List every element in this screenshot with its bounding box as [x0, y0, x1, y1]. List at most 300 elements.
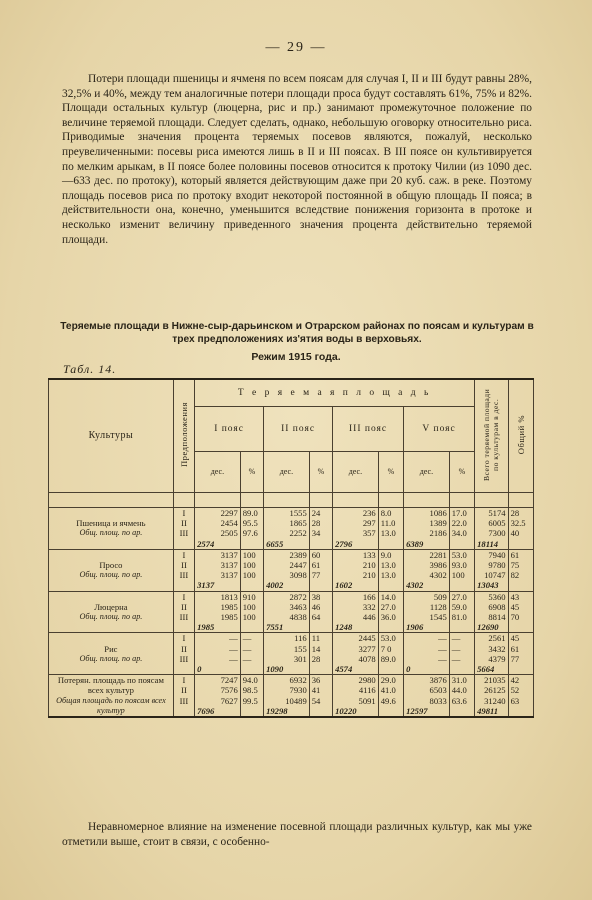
total-value: 12597: [406, 705, 428, 716]
value: 7247: [220, 675, 238, 686]
value: 94.0: [242, 675, 258, 686]
value: 6503: [429, 685, 447, 696]
value-cell: [449, 633, 474, 675]
value: 4078: [358, 653, 376, 664]
header-total: [475, 379, 508, 493]
total-value: 13043: [477, 580, 499, 591]
value: 36: [311, 675, 321, 686]
total-value: 3137: [197, 580, 215, 591]
value-cell: [404, 549, 450, 591]
value: 100: [451, 570, 465, 581]
value: 29.0: [380, 675, 396, 686]
assumption-value: II: [181, 560, 187, 571]
value-cell: [449, 675, 474, 717]
value: 28: [311, 518, 321, 529]
header-lost-area: Т е р я е м а я п л о щ а д ь: [195, 379, 475, 407]
assumption-cell: [173, 591, 194, 633]
value-cell: [378, 633, 403, 675]
crop-cell: [49, 549, 174, 591]
total-value: 5664: [477, 664, 495, 675]
assumption-cell: [173, 675, 194, 717]
header-pct: %: [378, 452, 403, 493]
value: 61: [510, 549, 520, 560]
total-blank: [381, 664, 401, 674]
value-cell: [264, 508, 310, 550]
value: 63: [510, 695, 520, 706]
value: 155: [293, 643, 307, 654]
assumption-value: II: [181, 685, 187, 696]
value: 210: [362, 560, 376, 571]
total-value: 4574: [335, 664, 353, 675]
assumption-value: II: [181, 601, 187, 612]
value: 4379: [488, 653, 506, 664]
value: 5360: [488, 591, 506, 602]
regime-caption: Режим 1915 года.: [251, 351, 341, 363]
assumption-cell: [173, 508, 194, 550]
value: 1545: [429, 612, 447, 623]
value-cell: [378, 549, 403, 591]
value: 52: [510, 685, 520, 696]
total-value: 1906: [406, 622, 424, 633]
value-cell: [475, 675, 508, 717]
assumption-cell: [173, 549, 194, 591]
value: 166: [362, 591, 376, 602]
value-cell: [378, 508, 403, 550]
total-value: 7551: [266, 622, 284, 633]
table-body: [49, 493, 534, 718]
header-total-text: Всего теряемой площади по культурам в дес.: [482, 388, 501, 482]
paragraph-uneven: Неравномерное влияние на изменение посевной площади различных культур, как мы уже отметили выше, стоит в связи, с особенно-: [62, 821, 532, 848]
value-cell: [264, 633, 310, 675]
value: 7930: [289, 685, 307, 696]
assumption-value: II: [181, 518, 187, 529]
value: 100: [242, 560, 256, 571]
value: 24: [311, 508, 321, 518]
value: 1813: [220, 591, 238, 602]
header-belt-2: II пояс: [264, 407, 333, 452]
total-blank: [511, 706, 531, 716]
crop-name: Люцерна: [94, 601, 128, 612]
table-row: [49, 591, 534, 633]
value: 1985: [220, 612, 238, 623]
value: 1086: [429, 508, 447, 518]
value: 1985: [220, 601, 238, 612]
value-cell: [195, 675, 241, 717]
total-value: 1602: [335, 580, 353, 591]
total-blank: [312, 539, 330, 549]
value: —: [229, 653, 238, 664]
total-value: 1090: [266, 664, 284, 675]
header-assumption-text: Предположения: [178, 402, 189, 468]
value: —: [438, 643, 447, 654]
value: 446: [362, 612, 376, 623]
value: 14.0: [380, 591, 396, 602]
value-cell: [475, 591, 508, 633]
value: —: [451, 633, 461, 644]
value: 38: [311, 591, 321, 602]
value: 13.0: [380, 528, 396, 539]
table-row: [49, 675, 534, 717]
assumption-value: I: [182, 591, 186, 602]
crop-subtotal-label: Общ. площ. по ар.: [79, 612, 143, 622]
value: 2872: [289, 591, 307, 602]
value: 3137: [220, 560, 238, 571]
header-belt-5: V пояс: [404, 407, 475, 452]
value: 10747: [484, 570, 506, 581]
header-belt-1: I пояс: [195, 407, 264, 452]
value: 100: [242, 612, 256, 623]
value: 41.0: [380, 685, 396, 696]
value: 297: [362, 518, 376, 529]
assumption-value: I: [182, 549, 186, 560]
value-cell: [333, 549, 379, 591]
value: 116: [294, 633, 307, 644]
value: 28: [311, 653, 321, 664]
value: 133: [362, 549, 376, 560]
assumption-value: I: [182, 633, 186, 644]
value: —: [242, 643, 252, 654]
value: 6005: [488, 518, 506, 529]
crop-name: Рис: [104, 643, 118, 654]
value-cell: [309, 591, 332, 633]
total-blank: [452, 664, 472, 674]
value: 3876: [429, 675, 447, 686]
value: 13.0: [380, 570, 396, 581]
value: 7940: [488, 549, 506, 560]
table-row: [49, 508, 534, 550]
value: 6932: [289, 675, 307, 686]
value-cell: [333, 591, 379, 633]
value-cell: [264, 549, 310, 591]
value: 43: [510, 591, 520, 602]
value-cell: [264, 675, 310, 717]
value-cell: [240, 549, 263, 591]
value: 36.0: [380, 612, 396, 623]
value: 49.6: [380, 695, 396, 706]
value: 4838: [289, 612, 307, 623]
value: 4302: [429, 570, 447, 581]
header-common-pct: [508, 379, 533, 493]
value: 332: [362, 601, 376, 612]
crop-subtotal-label: Общ. площ. по ар.: [79, 528, 143, 538]
total-value: 12690: [477, 622, 499, 633]
assumption-value: III: [179, 653, 189, 664]
value: 77: [510, 653, 520, 664]
total-blank: [381, 539, 401, 549]
assumption-blank: [176, 622, 192, 632]
value: 95.5: [242, 518, 258, 529]
header-pct: %: [449, 452, 474, 493]
value: —: [438, 633, 447, 644]
total-blank: [511, 664, 531, 674]
assumption-value: III: [179, 612, 189, 623]
total-value: 4302: [406, 580, 424, 591]
value: 27.0: [380, 601, 396, 612]
value: 2980: [358, 675, 376, 686]
value: 3277: [358, 643, 376, 654]
value: 301: [293, 653, 307, 664]
value: 4116: [358, 685, 376, 696]
assumption-blank: [176, 664, 192, 674]
value: 3137: [220, 549, 238, 560]
value-cell: [475, 633, 508, 675]
value: 40: [510, 528, 520, 539]
value: 10489: [285, 695, 307, 706]
value: 8814: [488, 612, 506, 623]
assumption-blank: [176, 580, 192, 590]
value: —: [451, 653, 461, 664]
value: 509: [433, 591, 447, 602]
assumption-blank: [176, 539, 192, 549]
total-value: 49811: [477, 705, 499, 716]
value: 236: [362, 508, 376, 518]
total-value: 6389: [406, 538, 424, 549]
crop-subtotal-label: Общ. площ. по ар.: [79, 653, 143, 663]
value-cell: [309, 549, 332, 591]
assumption-value: I: [182, 675, 186, 686]
total-value: 10220: [335, 705, 357, 716]
value: 63.6: [451, 695, 467, 706]
value: 14: [311, 643, 321, 654]
total-blank: [243, 706, 261, 716]
paragraph-losses: Потери площади пшеницы и ячменя по всем поясам для случая I, II и III будут равны 28%, 32,5% и 40%, между тем аналогичные потери площади проса будут составлять 61%, 75% и 82%. Площади остальных культур (люцерна, рис и пр.) занимают промежуточное положение по величине теряемой площади. Следует сделать, однако, небольшую оговорку относительно риса. Приводимые значения процента теряемых посевов являются, пожалуй, несколько преувеличенными: посевы риса имеются лишь в II и III поясах. В III поясе он культивируется по мелким арыкам, в II поясе более половины посевов относится к протоку Чилии (из 1090 дес.—633 дес. по протоку), который является действующим даже при 20 куб. саж. в реке. Поэтому площадь посевов риса по протоку входит некоторой постоянной в общую площадь II пояса; в действительности она, конечно, уменьшится вследствие понижения горизонта в протоке и несколько изменит величину приведенного значения процента действительно теряемой площади.: [62, 73, 532, 246]
value: 2447: [289, 560, 307, 571]
total-value: 19298: [266, 705, 288, 716]
assumption-cell: [173, 633, 194, 675]
crop-subtotal-label: Общ. площ. по ар.: [79, 570, 143, 580]
value: 22.0: [451, 518, 467, 529]
table-spacer: [49, 493, 534, 508]
value: 82: [510, 570, 520, 581]
value: 100: [242, 601, 256, 612]
total-blank: [312, 580, 330, 590]
value-cell: [508, 675, 533, 717]
header-assumption: [173, 379, 194, 493]
value: —: [242, 633, 252, 644]
total-blank: [243, 580, 261, 590]
value: 1389: [429, 518, 447, 529]
crop-name: Пшеница и ячмень: [76, 518, 146, 529]
total-blank: [511, 622, 531, 632]
page-number: — 29 —: [265, 40, 327, 55]
value: 17.0: [451, 508, 467, 518]
value: 26125: [484, 685, 506, 696]
value: 7576: [220, 685, 238, 696]
value: 70: [510, 612, 520, 623]
value: 11.0: [380, 518, 396, 529]
total-blank: [381, 706, 401, 716]
value: 46: [311, 601, 321, 612]
value: 7300: [488, 528, 506, 539]
value: 13.0: [380, 560, 396, 571]
header-crops: Культуры: [49, 379, 174, 493]
value: 89.0: [380, 653, 396, 664]
value: 42: [510, 675, 520, 686]
total-blank: [312, 706, 330, 716]
value: 45: [510, 633, 520, 644]
value-cell: [404, 508, 450, 550]
value: 3986: [429, 560, 447, 571]
assumption-value: II: [181, 643, 187, 654]
value-cell: [475, 549, 508, 591]
value-cell: [378, 591, 403, 633]
value: 44.0: [451, 685, 467, 696]
header-des: дес.: [333, 452, 379, 493]
value: 97.6: [242, 528, 258, 539]
value: 31.0: [451, 675, 467, 686]
lost-area-table: [48, 378, 534, 718]
crop-cell: [49, 675, 174, 717]
header-des: дес.: [264, 452, 310, 493]
header-des: дес.: [404, 452, 450, 493]
value: 64: [311, 612, 321, 623]
assumption-blank: [176, 706, 192, 716]
value: 61: [311, 560, 321, 571]
value: 2445: [358, 633, 376, 644]
total-blank: [452, 539, 472, 549]
total-blank: [243, 622, 261, 632]
value: 2281: [429, 549, 447, 560]
value: 3137: [220, 570, 238, 581]
value: 11: [311, 633, 321, 644]
crop-name: Потерян. площадь по поясам всех культур: [57, 675, 164, 696]
value-cell: [333, 675, 379, 717]
value: 1128: [429, 601, 447, 612]
total-blank: [381, 580, 401, 590]
value-cell: [240, 591, 263, 633]
value: 2561: [488, 633, 506, 644]
value: 2454: [220, 518, 238, 529]
value-cell: [475, 508, 508, 550]
value: 357: [362, 528, 376, 539]
value: 34.0: [451, 528, 467, 539]
value: 210: [362, 570, 376, 581]
value: 100: [242, 570, 256, 581]
total-value: 6655: [266, 538, 284, 549]
value-cell: [333, 508, 379, 550]
value-cell: [404, 591, 450, 633]
table-label: Табл. 14.: [63, 362, 117, 376]
value-cell: [333, 633, 379, 675]
value-cell: [309, 633, 332, 675]
total-value: 1248: [335, 622, 353, 633]
header-common-pct-text: Общий %: [515, 415, 526, 455]
value: 7 0: [380, 643, 392, 654]
total-blank: [381, 622, 401, 632]
value: —: [229, 643, 238, 654]
value-cell: [508, 633, 533, 675]
value: 53.0: [380, 633, 396, 644]
total-blank: [312, 664, 330, 674]
value: 3432: [488, 643, 506, 654]
value: 27.0: [451, 591, 467, 602]
value-cell: [264, 591, 310, 633]
value-cell: [508, 508, 533, 550]
header-pct: %: [309, 452, 332, 493]
value: 59.0: [451, 601, 467, 612]
total-blank: [452, 706, 472, 716]
value: —: [451, 643, 461, 654]
total-blank: [452, 580, 472, 590]
value: 9780: [488, 560, 506, 571]
value-cell: [404, 633, 450, 675]
assumption-value: III: [179, 570, 189, 581]
crop-name: Просо: [99, 560, 123, 571]
total-blank: [243, 539, 261, 549]
value: 1865: [289, 518, 307, 529]
value-cell: [195, 633, 241, 675]
value: 28: [510, 508, 520, 518]
value: 7627: [220, 695, 238, 706]
crop-subtotal-label: Общая площадь по поясам всех культур: [56, 695, 166, 715]
value-cell: [449, 549, 474, 591]
value: 98.5: [242, 685, 258, 696]
value-cell: [240, 675, 263, 717]
value-cell: [195, 508, 241, 550]
value: 6908: [488, 601, 506, 612]
total-value: 2796: [335, 538, 353, 549]
value: 77: [311, 570, 321, 581]
value: 34: [311, 528, 321, 539]
value-cell: [378, 675, 403, 717]
value: 2505: [220, 528, 238, 539]
total-value: 18114: [477, 538, 499, 549]
value-cell: [508, 591, 533, 633]
total-blank: [312, 622, 330, 632]
table-title: Теряемые площади в Нижне-сыр-дарьинском и Отрарском районах по поясам и культурам в трех предположениях из'ятия воды в верховьях.: [60, 321, 534, 345]
value: 5174: [488, 508, 506, 518]
total-value: 2574: [197, 538, 215, 549]
value: 41: [311, 685, 321, 696]
assumption-value: I: [182, 508, 186, 518]
value: 61: [510, 643, 520, 654]
header-des: дес.: [195, 452, 241, 493]
value: 2186: [429, 528, 447, 539]
table-row: [49, 633, 534, 675]
value-cell: [240, 508, 263, 550]
value: 81.0: [451, 612, 467, 623]
total-value: 7696: [197, 705, 215, 716]
value-cell: [449, 591, 474, 633]
value-cell: [195, 591, 241, 633]
crop-cell: [49, 591, 174, 633]
value: 99.5: [242, 695, 258, 706]
value: 89.0: [242, 508, 258, 518]
value: 5091: [358, 695, 376, 706]
value: 45: [510, 601, 520, 612]
value: 2389: [289, 549, 307, 560]
value: 9.0: [380, 549, 392, 560]
value-cell: [449, 508, 474, 550]
total-blank: [243, 664, 261, 674]
value: 32.5: [510, 518, 526, 529]
value-cell: [404, 675, 450, 717]
total-blank: [452, 622, 472, 632]
total-blank: [511, 539, 531, 549]
value: 1555: [289, 508, 307, 518]
header-pct: %: [240, 452, 263, 493]
total-value: 0: [406, 664, 411, 675]
total-value: 1985: [197, 622, 215, 633]
value: 75: [510, 560, 520, 571]
crop-cell: [49, 508, 174, 550]
value: 3098: [289, 570, 307, 581]
assumption-value: III: [179, 695, 189, 706]
value: 2297: [220, 508, 238, 518]
total-blank: [511, 580, 531, 590]
value: —: [438, 653, 447, 664]
value: 21035: [484, 675, 506, 686]
